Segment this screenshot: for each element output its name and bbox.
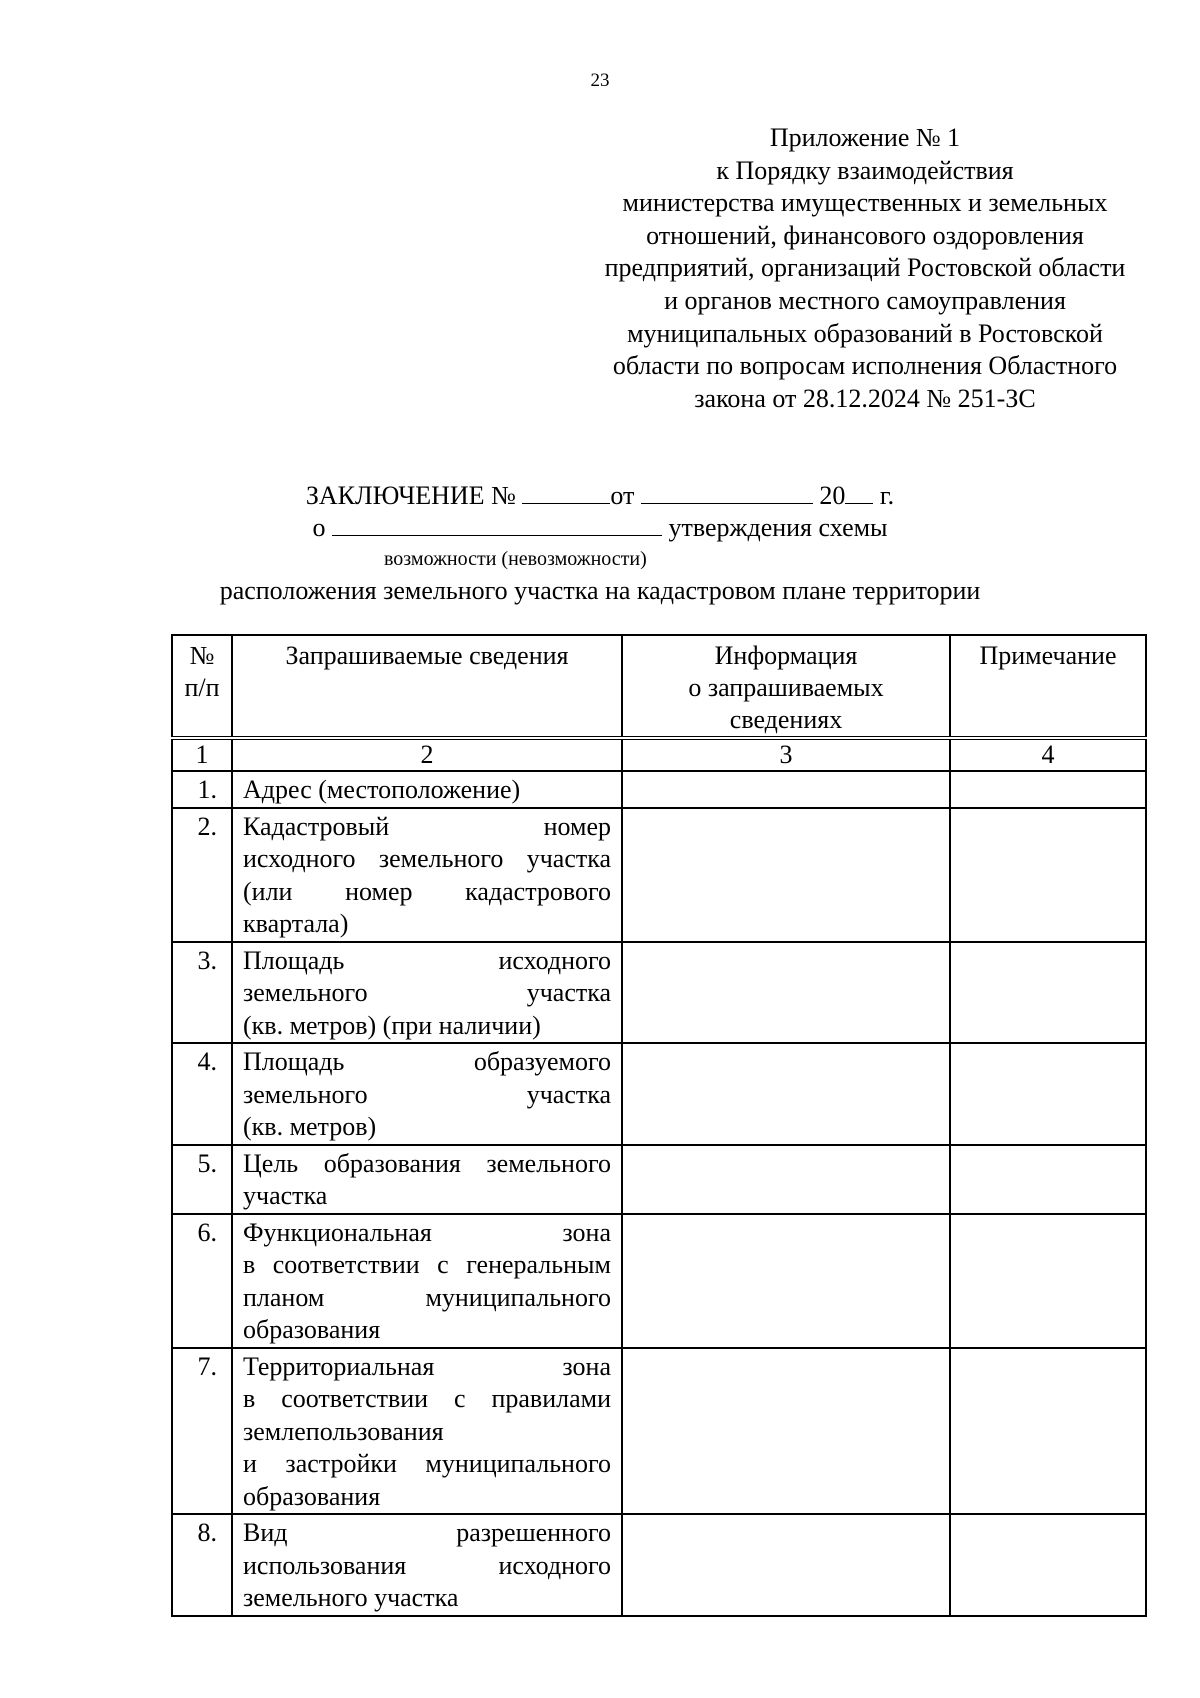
appendix-line: области по вопросам исполнения Областного	[612, 351, 1118, 381]
header-note: Примечание	[950, 635, 1146, 738]
appendix-header	[560, 122, 1170, 415]
word: (или	[243, 876, 293, 906]
requested-info-line: (кв. метров)	[243, 1112, 377, 1141]
header-information-line: о запрашиваемых	[688, 673, 884, 702]
appendix-line: к Порядку взаимодействия	[716, 155, 1014, 185]
table-row	[172, 808, 1146, 942]
page-number: 23	[590, 70, 610, 91]
header-information	[622, 635, 950, 738]
conclusion-title	[0, 480, 1200, 544]
header-num	[172, 635, 232, 738]
word: застройки	[285, 1449, 397, 1478]
row-number: 3.	[172, 942, 232, 1044]
year-blank	[845, 481, 873, 504]
conclusion-line-2	[0, 512, 1200, 544]
requested-info-line	[243, 1148, 611, 1181]
table-header-row	[172, 635, 1146, 738]
header-requested: Запрашиваемые сведения	[232, 635, 622, 738]
word: кадастрового	[465, 876, 611, 906]
requested-info-cell	[232, 1348, 622, 1515]
requested-info-cell	[232, 1043, 622, 1145]
year-suffix: г.	[879, 481, 895, 510]
column-number: 3	[622, 738, 950, 771]
word: и	[243, 1449, 257, 1478]
appendix-line: министерства имущественных и земельных	[622, 188, 1108, 218]
requested-info-line	[243, 1217, 611, 1250]
word: в	[243, 1384, 256, 1413]
requested-info-line	[243, 1351, 611, 1384]
note-cell[interactable]	[950, 942, 1146, 1044]
information-cell[interactable]	[622, 808, 950, 942]
table-row	[172, 1043, 1146, 1145]
note-cell[interactable]	[950, 1348, 1146, 1515]
information-cell[interactable]	[622, 1514, 950, 1616]
word: Площадь	[243, 945, 345, 975]
word: генеральным	[466, 1250, 611, 1279]
requested-info-cell	[232, 771, 622, 808]
appendix-line: закона от 28.12.2024 № 251-ЗС	[694, 383, 1036, 413]
requested-info-line: образования	[243, 1481, 381, 1511]
appendix-line: и органов местного самоуправления	[664, 285, 1066, 315]
conclusion-line-1	[0, 480, 1200, 512]
requested-info-line: земельного участка	[243, 1583, 459, 1612]
requested-info-cell	[232, 1214, 622, 1348]
word: правилами	[491, 1384, 611, 1413]
requested-info-line	[243, 945, 611, 978]
requested-info-line: землепользования	[243, 1416, 444, 1446]
approval-text: утверждения схемы	[668, 513, 888, 542]
word: исходного	[498, 945, 611, 975]
header-num-line: №	[189, 641, 215, 670]
column-number: 1	[172, 738, 232, 771]
word: в	[243, 1250, 256, 1279]
word: Функциональная	[243, 1217, 432, 1247]
possibility-caption: возможности (невозможности)	[384, 548, 647, 570]
appendix-line: отношений, финансового оздоровления	[646, 220, 1084, 250]
word: Площадь	[243, 1047, 345, 1076]
requested-info-line	[243, 811, 611, 844]
requested-info-cell	[232, 808, 622, 942]
word: зона	[562, 1351, 611, 1381]
word: планом	[243, 1282, 325, 1312]
requested-info-line	[243, 977, 611, 1010]
word: соответствии	[281, 1384, 429, 1413]
row-number: 4.	[172, 1043, 232, 1145]
requested-info-cell	[232, 1145, 622, 1214]
column-number-row	[172, 738, 1146, 771]
word: образуемого	[473, 1047, 611, 1076]
word: Кадастровый	[243, 811, 390, 841]
word: Территориальная	[243, 1351, 435, 1381]
information-cell[interactable]	[622, 942, 950, 1044]
requested-info-line: образования	[243, 1315, 381, 1344]
possibility-blank	[332, 513, 662, 536]
information-cell[interactable]	[622, 1043, 950, 1145]
information-cell[interactable]	[622, 1214, 950, 1348]
requested-info-line	[243, 1448, 611, 1481]
header-information-line: Информация	[714, 641, 858, 670]
table-row	[172, 1348, 1146, 1515]
appendix-line: муниципальных образований в Ростовской	[627, 318, 1103, 348]
word: образования	[323, 1148, 461, 1178]
requested-info-line	[243, 876, 611, 909]
conclusion-word: ЗАКЛЮЧЕНИЕ №	[305, 481, 516, 510]
from-word: от	[610, 481, 635, 510]
requested-info-line	[243, 1517, 611, 1550]
requested-info-line: (кв. метров) (при наличии)	[243, 1010, 541, 1040]
word: соответствии	[272, 1250, 420, 1279]
row-number: 5.	[172, 1145, 232, 1214]
word: муниципального	[425, 1282, 611, 1312]
note-cell[interactable]	[950, 1214, 1146, 1348]
word: с	[454, 1384, 466, 1413]
column-number: 2	[232, 738, 622, 771]
requested-info-cell	[232, 942, 622, 1044]
column-number: 4	[950, 738, 1146, 771]
word: номер	[543, 811, 611, 841]
year-prefix: 20	[819, 481, 846, 510]
word: участка	[526, 1079, 611, 1109]
requested-info-line	[243, 1079, 611, 1112]
word: использования	[243, 1550, 407, 1580]
requested-info-line: Адрес (местоположение)	[243, 775, 521, 804]
word: Вид	[243, 1518, 288, 1547]
table-row	[172, 1145, 1146, 1214]
word: исходного	[243, 844, 356, 873]
word: Цель	[243, 1148, 299, 1178]
note-cell[interactable]	[950, 1514, 1146, 1616]
requested-info-line	[243, 1550, 611, 1583]
date-blank	[641, 481, 813, 504]
table-row	[172, 942, 1146, 1044]
row-number: 2.	[172, 808, 232, 942]
row-number: 6.	[172, 1214, 232, 1348]
requested-info-line	[243, 1282, 611, 1315]
word: участка	[526, 844, 611, 873]
word: земельного	[243, 978, 368, 1007]
requested-info-line: участка	[243, 1181, 328, 1210]
note-cell[interactable]	[950, 771, 1146, 808]
info-table	[171, 634, 1147, 1617]
word: земельного	[243, 1079, 368, 1109]
word: зона	[562, 1217, 611, 1247]
requested-info-line	[243, 1046, 611, 1079]
requested-info-cell	[232, 1514, 622, 1616]
conclusion-line-3: расположения земельного участка на кадастровом плане территории	[219, 576, 981, 605]
information-cell[interactable]	[622, 1145, 950, 1214]
note-cell[interactable]	[950, 1043, 1146, 1145]
header-num-line: п/п	[184, 673, 220, 702]
table-row	[172, 1214, 1146, 1348]
note-cell[interactable]	[950, 808, 1146, 942]
number-blank	[522, 481, 610, 504]
word: разрешенного	[456, 1518, 611, 1547]
requested-info-line	[243, 1383, 611, 1416]
requested-info-line	[243, 1249, 611, 1282]
appendix-line: предприятий, организаций Ростовской области	[604, 253, 1126, 283]
word: земельного	[486, 1148, 611, 1178]
table-body	[172, 771, 1146, 1616]
word: земельного	[378, 844, 504, 873]
row-number: 1.	[172, 771, 232, 808]
requested-info-line: квартала)	[243, 909, 349, 938]
information-cell[interactable]	[622, 771, 950, 808]
row-number: 7.	[172, 1348, 232, 1515]
table-row	[172, 771, 1146, 808]
word: участка	[526, 978, 611, 1007]
word: исходного	[498, 1550, 611, 1580]
word: номер	[345, 876, 413, 906]
requested-info-line	[243, 843, 611, 876]
word: муниципального	[425, 1449, 611, 1478]
note-cell[interactable]	[950, 1145, 1146, 1214]
header-information-line: сведениях	[729, 705, 843, 734]
row-number: 8.	[172, 1514, 232, 1616]
information-cell[interactable]	[622, 1348, 950, 1515]
appendix-line: Приложение № 1	[769, 123, 961, 152]
about-word: о	[312, 513, 326, 542]
word: с	[437, 1250, 449, 1279]
table-row	[172, 1514, 1146, 1616]
